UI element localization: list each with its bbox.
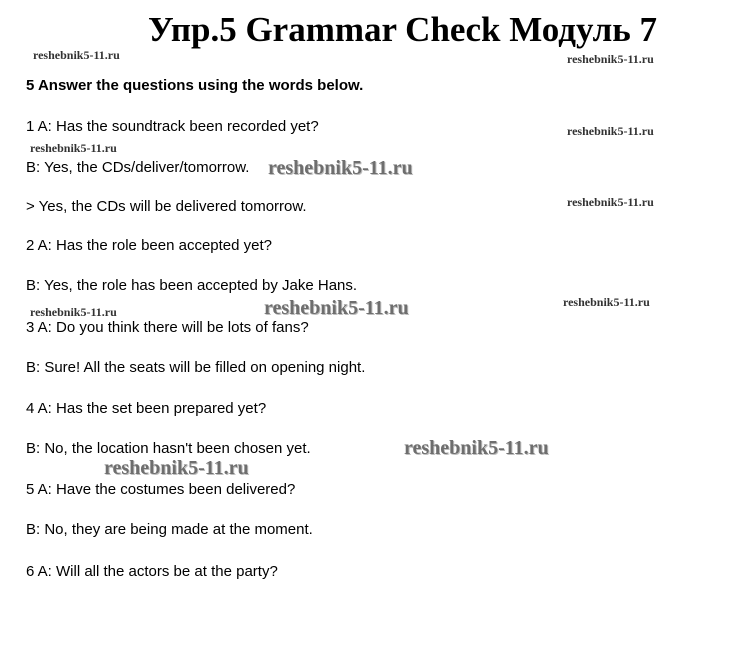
answer-3: B: Sure! All the seats will be filled on opening night. <box>26 359 366 376</box>
watermark: reshebnik5-11.ru <box>104 457 249 479</box>
answer-1: > Yes, the CDs will be delivered tomorrow. <box>26 198 307 215</box>
answer-1-prompt: B: Yes, the CDs/deliver/tomorrow. <box>26 159 250 176</box>
question-2: 2 A: Has the role been accepted yet? <box>26 237 272 254</box>
question-4: 4 A: Has the set been prepared yet? <box>26 400 267 417</box>
watermark: reshebnik5-11.ru <box>268 157 413 179</box>
watermark: reshebnik5-11.ru <box>567 52 654 66</box>
question-1: 1 A: Has the soundtrack been recorded yet? <box>26 118 319 135</box>
question-3: 3 A: Do you think there will be lots of fans? <box>26 319 309 336</box>
answer-2: B: Yes, the role has been accepted by Jake Hans. <box>26 277 358 294</box>
watermark: reshebnik5-11.ru <box>30 305 117 319</box>
watermark: reshebnik5-11.ru <box>33 48 120 62</box>
answer-5: B: No, they are being made at the moment. <box>26 521 313 538</box>
exercise-heading: 5 Answer the questions using the words below. <box>26 77 364 94</box>
question-5: 5 A: Have the costumes been delivered? <box>26 481 296 498</box>
answer-4: B: No, the location hasn't been chosen yet. <box>26 440 311 457</box>
watermark: reshebnik5-11.ru <box>264 297 409 319</box>
page-title: Упр.5 Grammar Check Модуль 7 <box>148 10 657 49</box>
watermark: reshebnik5-11.ru <box>567 124 654 138</box>
watermark: reshebnik5-11.ru <box>563 295 650 309</box>
watermark: reshebnik5-11.ru <box>567 195 654 209</box>
watermark: reshebnik5-11.ru <box>404 437 549 459</box>
watermark: reshebnik5-11.ru <box>30 141 117 155</box>
question-6: 6 A: Will all the actors be at the party? <box>26 563 278 580</box>
